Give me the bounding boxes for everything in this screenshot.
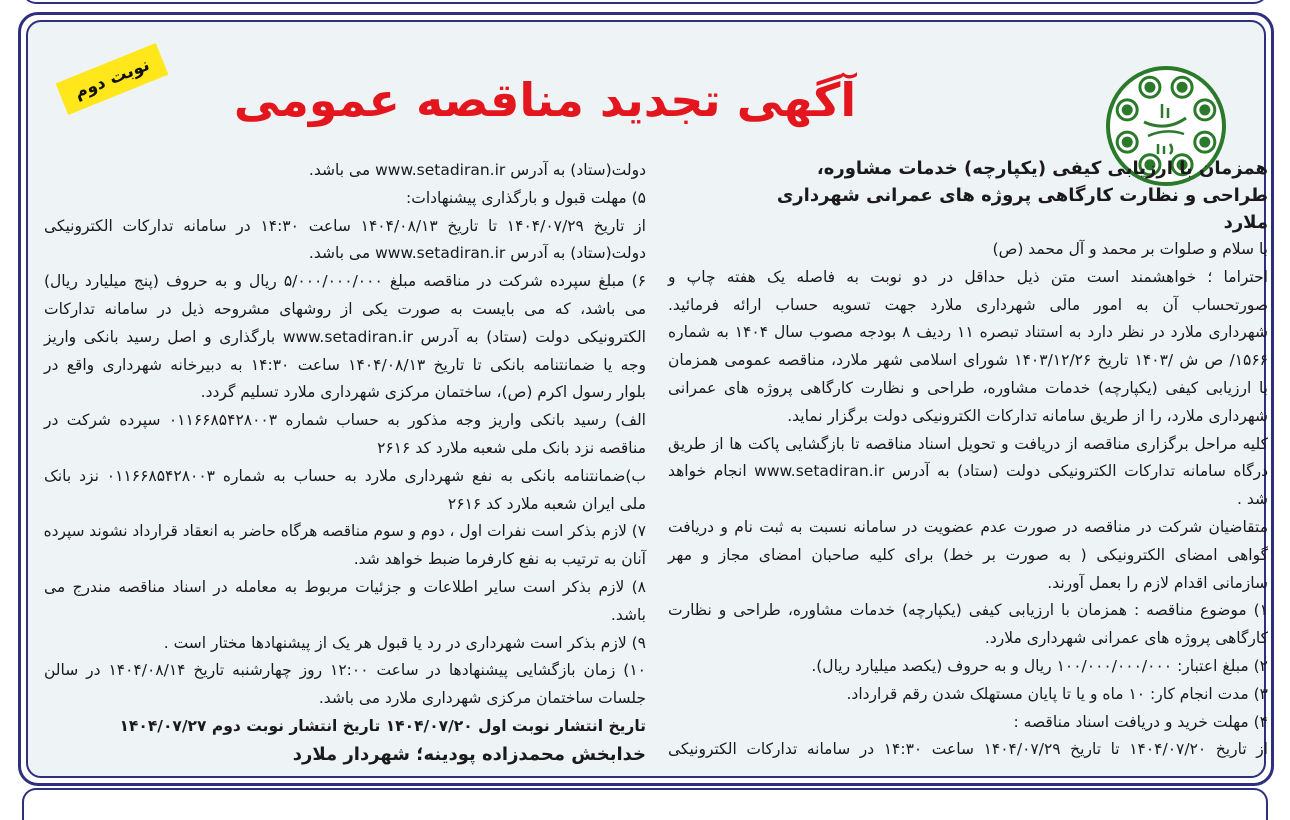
text-line-row	[668, 403, 1268, 431]
ad-frame	[18, 12, 1274, 786]
heading-line: ملارد	[1223, 212, 1268, 233]
emblem-lobe-fill	[1200, 137, 1210, 147]
ad-panel	[26, 20, 1269, 778]
text-line-row	[44, 157, 646, 185]
heading-line-row	[668, 182, 1268, 209]
text-line-row	[668, 264, 1268, 292]
text-line-row	[668, 514, 1268, 542]
text-line-row	[44, 491, 646, 519]
text-line: آنان به ترتیب به نفع کارفرما ضبط خواهد شد.	[353, 550, 646, 569]
text-line: صورتحساب آن به امور مالی شهرداری ملارد جهت تسویه حساب ارائه فرمائید.	[668, 295, 1268, 314]
text-line: بلوار رسول اکرم (ص)، ساختمان مرکزی شهرداری ملارد تسلیم گردد.	[200, 383, 646, 402]
text-line: ۲) مبلغ اعتبار: ۱۰۰/۰۰۰/۰۰۰/۰۰۰ ریال و به حروف (یکصد میلیارد ریال).	[811, 656, 1268, 675]
badge-label: نوبت دوم	[71, 54, 153, 104]
text-line-row	[44, 296, 646, 324]
text-line: ملی ایران شعبه ملارد کد ۲۶۱۶	[447, 494, 646, 513]
text-line-row	[44, 185, 646, 213]
left-column	[44, 157, 646, 769]
text-line: می باشد، که می بایست به صورت یکی از روشهای مشروحه ذیل در سامانه تدارکات	[44, 299, 646, 318]
text-line-row	[44, 324, 646, 352]
text-line-row	[44, 685, 646, 713]
text-line: از تاریخ ۱۴۰۴/۰۷/۲۰ تا تاریخ ۱۴۰۴/۰۷/۲۹ ساعت ۱۴:۳۰ در سامانه تدارکات الکترونیکی	[668, 740, 1268, 759]
text-line-row	[668, 681, 1268, 709]
text-line-row	[44, 657, 646, 685]
heading-line-row	[668, 155, 1268, 182]
text-line-row	[668, 486, 1268, 514]
text-line-row	[668, 236, 1268, 264]
next-ad-frame	[22, 788, 1268, 820]
text-line-row	[44, 407, 646, 435]
text-line-row	[44, 352, 646, 380]
emblem-lobe-fill	[1200, 105, 1210, 115]
text-line-row	[44, 268, 646, 296]
text-line-row	[668, 736, 1268, 764]
text-line-row	[668, 709, 1268, 737]
second-publication-badge	[56, 43, 169, 115]
text-line: دولت(ستاد) به آدرس www.setadiran.ir می باشد.	[308, 161, 646, 179]
text-line: ۸) لازم بذکر است سایر اطلاعات و جزئیات مربوط به معامله در اسناد مناقصه مندرج می	[44, 577, 646, 596]
text-line-row	[668, 542, 1268, 570]
text-line: ۹) لازم بذکر است شهرداری در رد یا قبول هر یک از پیشنهادها مختار است .	[163, 633, 646, 652]
text-line: درگاه سامانه تدارکات الکترونیکی دولت (ستاد) به آدرس www.setadiran.ir انجام خواهد	[668, 462, 1269, 481]
text-line-row	[44, 463, 646, 491]
text-line-row	[44, 435, 646, 463]
text-line-row	[44, 213, 646, 241]
text-line: سازمانی اقدام لازم را بعمل آورند.	[1047, 573, 1268, 592]
text-line-row	[668, 375, 1268, 403]
text-line: ۷) لازم بذکر است نفرات اول ، دوم و سوم مناقصه هرگاه حاضر به انعقاد قرارداد نشوند سپرده	[43, 522, 646, 541]
emblem-lobe-fill	[1145, 82, 1155, 92]
ad-title: آگهی تجدید مناقصه عمومی	[233, 73, 857, 127]
text-line-row	[668, 458, 1268, 486]
previous-ad-frame	[22, 0, 1268, 4]
text-line-row	[668, 431, 1268, 459]
text-line: الف) رسید بانکی واریز وجه مذکور به حساب شماره ۰۱۱۶۶۸۵۴۲۸۰۰۳ سپرده شرکت در	[44, 411, 646, 430]
text-line: ۵) مهلت قبول و بارگذاری پیشنهادات:	[406, 188, 646, 207]
text-line-row	[668, 597, 1268, 625]
text-line: احتراما ؛ خواهشمند است متن ذیل حداقل در دو نوبت به فاصله یک هفته چاپ و	[668, 267, 1268, 286]
heading-line: همزمان با ارزیابی کیفی (یکپارچه) خدمات مشاوره،	[816, 158, 1268, 179]
text-line-row	[44, 574, 646, 602]
text-line: ۱۰) زمان بازگشایی پیشنهادها در ساعت ۱۲:۰۰ روز چهارشنبه تاریخ ۱۴۰۴/۰۸/۱۴ در سالن	[44, 661, 646, 680]
publication-dates-line	[44, 713, 646, 741]
text-line: وجه یا ضمانتنامه بانکی تا تاریخ ۱۴۰۴/۰۸/۱۳ ساعت ۱۴:۳۰ به دبیرخانه شهرداری واقع در	[44, 355, 646, 374]
text-line: از تاریخ ۱۴۰۴/۰۷/۲۹ تا تاریخ ۱۴۰۴/۰۸/۱۳ ساعت ۱۴:۳۰ در سامانه تدارکات الکترونیکی	[44, 216, 646, 235]
text-line-row	[44, 602, 646, 630]
text-line-row	[668, 625, 1268, 653]
text-line-row	[44, 546, 646, 574]
heading-line: طراحی و نظارت کارگاهی پروژه های عمرانی شهرداری	[776, 185, 1268, 206]
text-line: مناقصه نزد بانک ملی شعبه ملارد کد ۲۶۱۶	[377, 438, 646, 457]
text-line-row	[668, 570, 1268, 598]
text-line: باشد.	[610, 605, 646, 624]
text-line: ۱۵۶۶/ ص ش /۱۴۰۳ تاریخ ۱۴۰۳/۱۲/۲۶ شورای اسلامی شهر ملارد، مناقصه عمومی همزمان	[668, 351, 1269, 370]
text-line-row	[44, 240, 646, 268]
text-line: ۳) مدت انجام کار: ۱۰ ماه و یا تا پایان مستهلک شدن رقم قرارداد.	[846, 684, 1268, 703]
text-line-row	[44, 630, 646, 658]
publication-dates: تاریخ انتشار نوبت اول ۱۴۰۴/۰۷/۲۰ تاریخ انتشار نوبت دوم ۱۴۰۴/۰۷/۲۷	[119, 716, 646, 735]
mayor-signature: خدابخش محمدزاده پودینه؛ شهردار ملارد	[292, 743, 646, 765]
text-line-row	[668, 653, 1268, 681]
text-line: ۴) مهلت خرید و دریافت اسناد مناقصه :	[1013, 712, 1268, 731]
text-line-row	[668, 292, 1268, 320]
right-column	[668, 155, 1268, 764]
heading-line-row	[668, 209, 1268, 236]
text-line: کارگاهی پروژه های عمرانی شهرداری ملارد.	[984, 629, 1268, 648]
text-line-row	[668, 319, 1268, 347]
text-line: ۱) موضوع مناقصه : همزمان با ارزیابی کیفی (یکپارچه) خدمات مشاوره، طراحی و نظارت	[668, 601, 1268, 620]
text-line: جلسات ساختمان مرکزی شهرداری ملارد می باشد.	[318, 689, 646, 708]
text-line: ب)ضمانتنامه بانکی به نفع شهرداری ملارد به حساب به شماره ۰۱۱۶۶۸۵۴۲۸۰۰۳ نزد بانک	[44, 466, 646, 485]
emblem-lobe-fill	[1122, 137, 1132, 147]
text-line: دولت(ستاد) به آدرس www.setadiran.ir می باشد.	[308, 244, 646, 263]
text-line-row	[668, 347, 1268, 375]
text-line: با ارزیابی کیفی (یکپارچه) خدمات مشاوره، طراحی و نظارت کارگاهی پروژه های عمرانی	[668, 378, 1268, 397]
text-line-row	[44, 518, 646, 546]
ad-title-box	[165, 68, 925, 132]
text-line: الکترونیکی دولت (ستاد) به آدرس www.setadiran.ir بارگذاری و اصل رسید بانکی واریز	[44, 327, 646, 346]
text-line: شهرداری ملارد، را از طریق سامانه تدارکات الکترونیکی دولت برگزار نماید.	[787, 406, 1268, 425]
text-line: با سلام و صلوات بر محمد و آل محمد (ص)	[992, 240, 1268, 258]
emblem-lobe-fill	[1122, 105, 1132, 115]
text-line: ۶) مبلغ سپرده شرکت در مناقصه مبلغ ۵/۰۰۰/۰۰۰/۰۰۰ ریال و به حروف (پنج میلیارد ریال)	[44, 272, 647, 291]
emblem-lobe-fill	[1177, 82, 1187, 92]
text-line: شد .	[1237, 490, 1268, 509]
text-line: گواهی امضای الکترونیکی ( به صورت بر خط) برای کلیه صاحبان امضای مجاز و مهر	[668, 545, 1268, 564]
mayor-signature-line	[44, 741, 646, 769]
text-line: متقاضیان شرکت در مناقصه در صورت عدم عضویت در سامانه نسبت به ثبت نام و دریافت	[668, 517, 1268, 536]
text-line: کلیه مراحل برگزاری مناقصه از دریافت و تحویل اسناد مناقصه تا بازگشایی پاکت ها از طریق	[668, 434, 1268, 453]
text-line-row	[44, 379, 646, 407]
text-line: شهرداری ملارد در نظر دارد به استناد تبصره ۱۱ ردیف ۸ بودجه مصوب سال ۱۴۰۴ به شماره	[668, 323, 1268, 342]
